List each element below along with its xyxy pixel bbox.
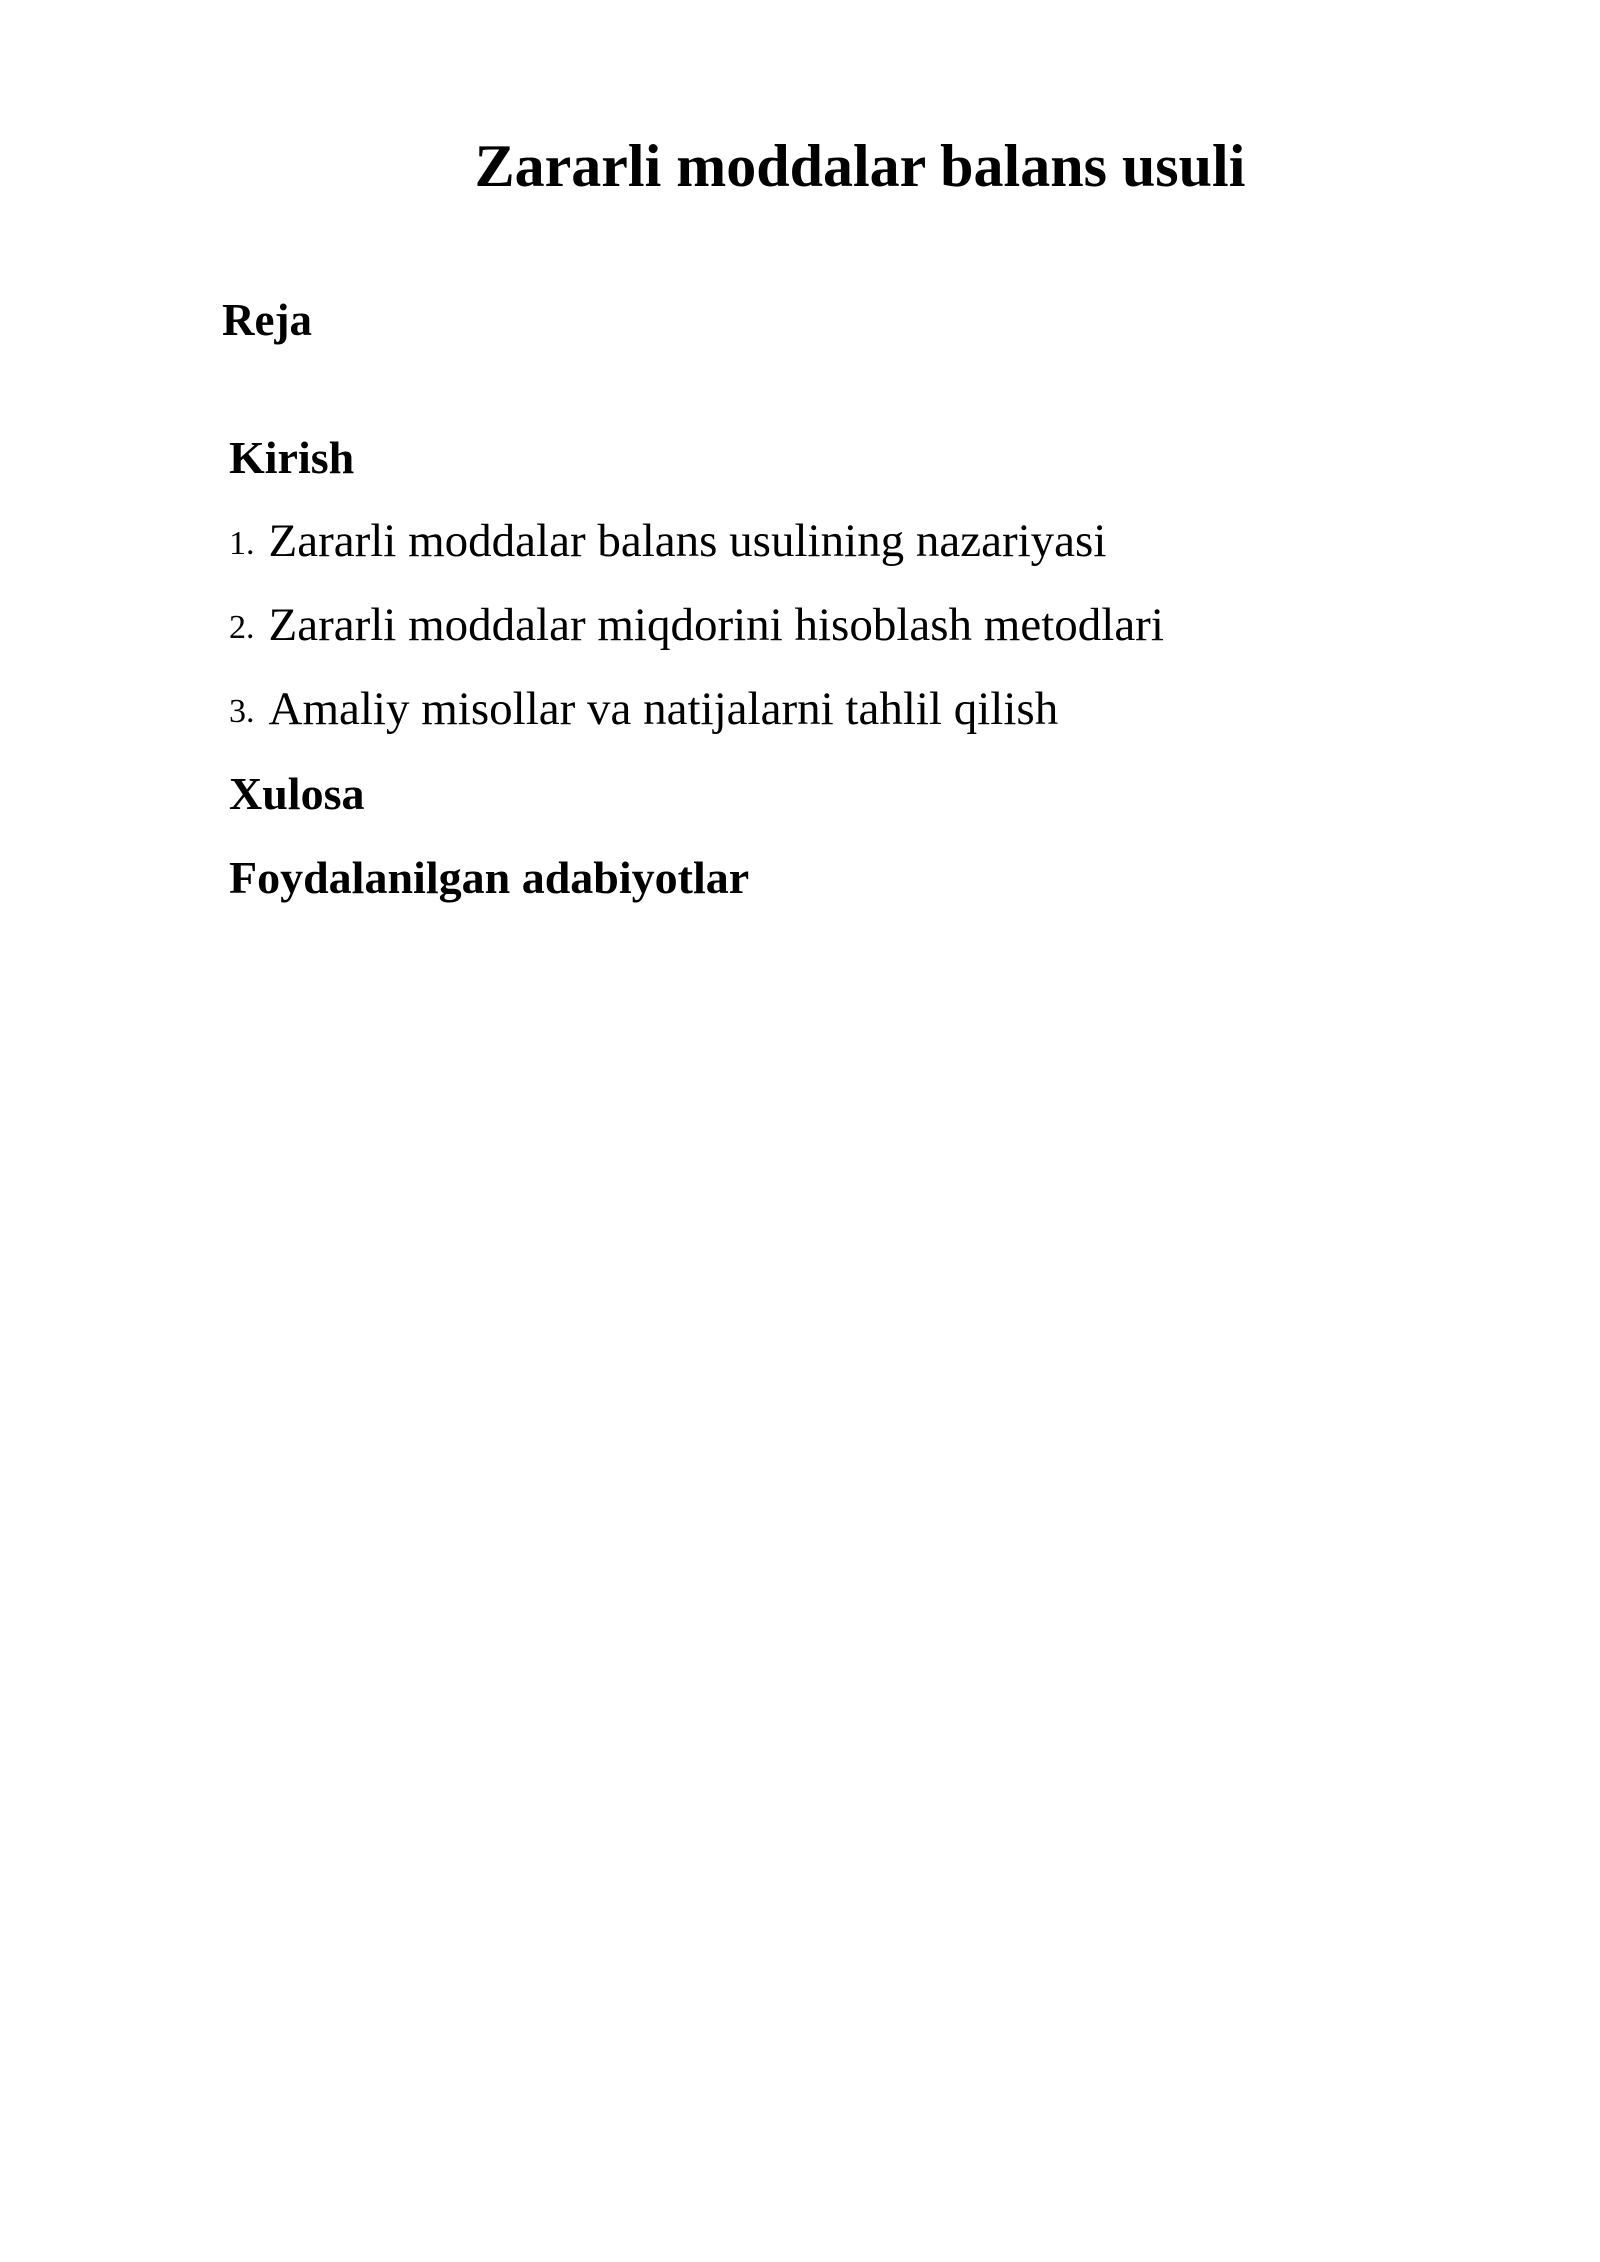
toc-item-text: Zararli moddalar miqdorini hisoblash metodlari [268,599,1164,651]
toc-intro [229,415,1164,499]
toc-item-number: 2. [229,609,255,646]
toc-item-3 [229,667,1164,751]
toc-references [229,835,1164,919]
toc-item-2 [229,583,1164,667]
toc-item-1 [229,499,1164,583]
document-title: Zararli moddalar balans usuli [474,133,1246,199]
toc-item-text: Amaliy misollar va natijalarni tahlil qilish [268,683,1059,735]
toc-conclusion [229,751,1164,835]
toc-item-text: Zararli moddalar balans usulining nazariyasi [268,515,1107,567]
toc-intro-label: Kirish [229,431,355,483]
toc-references-label: Foydalanilgan adabiyotlar [229,851,750,903]
toc-conclusion-label: Xulosa [229,767,365,819]
toc-item-number: 1. [229,525,255,562]
plan-heading: Reja [222,295,312,345]
toc-item-number: 3. [229,693,255,730]
table-of-contents [229,415,1164,919]
